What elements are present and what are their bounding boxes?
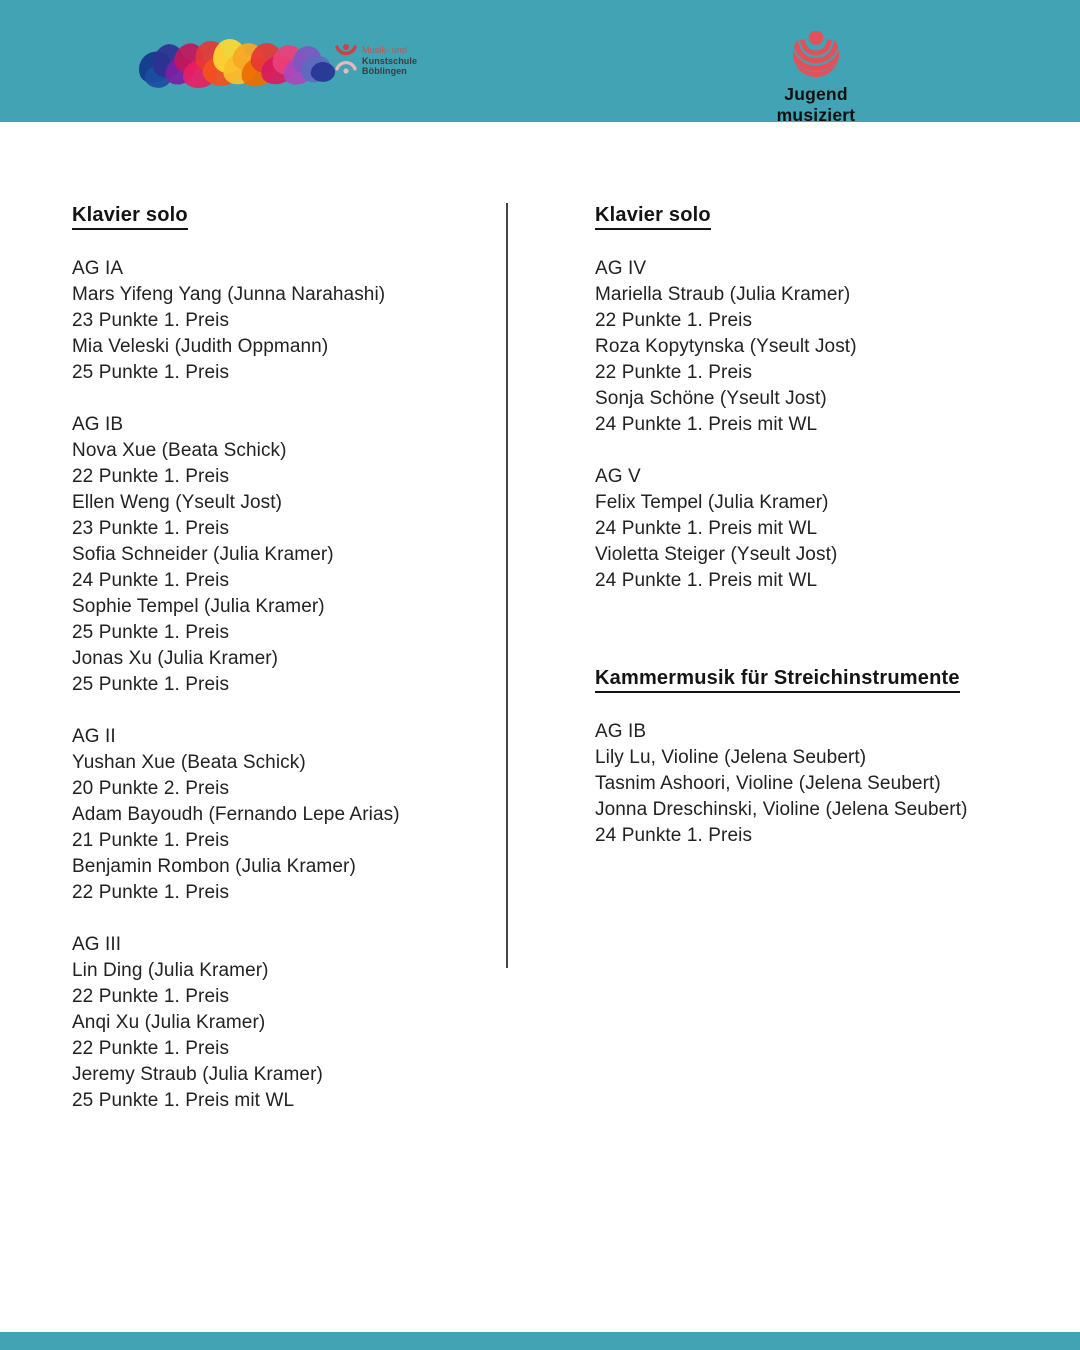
school-logo-line: Böblingen — [362, 66, 407, 76]
age-group-label: AG III — [72, 934, 122, 955]
age-group-label: AG V — [595, 466, 641, 487]
school-logo — [335, 42, 417, 83]
school-figure-icon — [335, 42, 357, 83]
result-line: 22 Punkte 1. Preis — [72, 466, 230, 487]
school-logo-line: Kunstschule — [362, 55, 418, 66]
section-klavier-solo-left — [72, 203, 506, 1114]
result-line: 25 Punkte 1. Preis — [72, 362, 230, 383]
result-line: Sofia Schneider (Julia Kramer) — [72, 544, 334, 565]
result-line: Tasnim Ashoori, Violine (Jelena Seubert) — [595, 773, 941, 794]
age-group-block — [595, 256, 987, 438]
header-band — [0, 0, 1080, 125]
group-list — [595, 256, 987, 594]
result-line: Mariella Straub (Julia Kramer) — [595, 284, 851, 305]
result-line: Sonja Schöne (Yseult Jost) — [595, 388, 827, 409]
result-line: 22 Punkte 1. Preis — [72, 986, 230, 1007]
jugend-musiziert-icon — [785, 65, 847, 82]
result-line: Violetta Steiger (Yseult Jost) — [595, 544, 838, 565]
result-line: 23 Punkte 1. Preis — [72, 310, 230, 331]
age-group-label: AG IA — [72, 258, 124, 279]
result-line: Mia Veleski (Judith Oppmann) — [72, 336, 329, 357]
age-group-block — [72, 932, 506, 1114]
result-line: 24 Punkte 1. Preis — [595, 825, 753, 846]
result-line: 24 Punkte 1. Preis mit WL — [595, 570, 818, 591]
age-group-block — [595, 719, 987, 849]
footer-band — [0, 1332, 1080, 1350]
age-group-label: AG IB — [595, 721, 647, 742]
school-logo-line: Musik- und — [362, 45, 408, 55]
result-line: Felix Tempel (Julia Kramer) — [595, 492, 829, 513]
results-content — [72, 203, 987, 1114]
result-line: 25 Punkte 1. Preis mit WL — [72, 1090, 295, 1111]
result-line: 24 Punkte 1. Preis — [72, 570, 230, 591]
result-line: Lily Lu, Violine (Jelena Seubert) — [595, 747, 867, 768]
age-group-block — [72, 256, 506, 386]
result-line: Sophie Tempel (Julia Kramer) — [72, 596, 325, 617]
age-group-block — [595, 464, 987, 594]
result-line: Mars Yifeng Yang (Junna Narahashi) — [72, 284, 386, 305]
age-group-label: AG IV — [595, 258, 647, 279]
age-group-label: AG IB — [72, 414, 124, 435]
age-group-block — [72, 412, 506, 698]
result-line: 25 Punkte 1. Preis — [72, 622, 230, 643]
result-line: 22 Punkte 1. Preis — [72, 882, 230, 903]
jugend-musiziert-logo — [746, 28, 886, 126]
section-kammermusik — [595, 666, 987, 849]
result-line: Adam Bayoudh (Fernando Lepe Arias) — [72, 804, 400, 825]
results-column-left — [72, 203, 506, 1114]
column-divider — [506, 203, 508, 968]
result-line: 22 Punkte 1. Preis — [595, 310, 753, 331]
result-line: Benjamin Rombon (Julia Kramer) — [72, 856, 356, 877]
section-heading: Klavier solo — [595, 203, 711, 230]
result-line: Nova Xue (Beata Schick) — [72, 440, 287, 461]
section-klavier-solo-right — [595, 203, 987, 594]
jugend-musiziert-label: Jugend musiziert — [776, 84, 856, 125]
result-line: 24 Punkte 1. Preis mit WL — [595, 414, 818, 435]
result-line: 25 Punkte 1. Preis — [72, 674, 230, 695]
result-line: Jonna Dreschinski, Violine (Jelena Seubert) — [595, 799, 968, 820]
school-logo-text — [362, 42, 417, 77]
section-heading: Kammermusik für Streichinstrumente — [595, 666, 960, 693]
result-line: 22 Punkte 1. Preis — [72, 1038, 230, 1059]
result-line: Anqi Xu (Julia Kramer) — [72, 1012, 266, 1033]
flower-logo — [138, 36, 343, 98]
section-heading: Klavier solo — [72, 203, 188, 230]
result-line: 20 Punkte 2. Preis — [72, 778, 230, 799]
result-line: Yushan Xue (Beata Schick) — [72, 752, 306, 773]
result-line: 22 Punkte 1. Preis — [595, 362, 753, 383]
age-group-label: AG II — [72, 726, 116, 747]
result-line: Ellen Weng (Yseult Jost) — [72, 492, 283, 513]
result-line: 23 Punkte 1. Preis — [72, 518, 230, 539]
result-line: 24 Punkte 1. Preis mit WL — [595, 518, 818, 539]
results-column-right — [595, 203, 987, 849]
result-line: Jeremy Straub (Julia Kramer) — [72, 1064, 323, 1085]
group-list — [72, 256, 506, 1114]
age-group-block — [72, 724, 506, 906]
group-list — [595, 719, 987, 849]
result-line: Lin Ding (Julia Kramer) — [72, 960, 269, 981]
result-line: Jonas Xu (Julia Kramer) — [72, 648, 279, 669]
result-line: 21 Punkte 1. Preis — [72, 830, 230, 851]
result-line: Roza Kopytynska (Yseult Jost) — [595, 336, 857, 357]
